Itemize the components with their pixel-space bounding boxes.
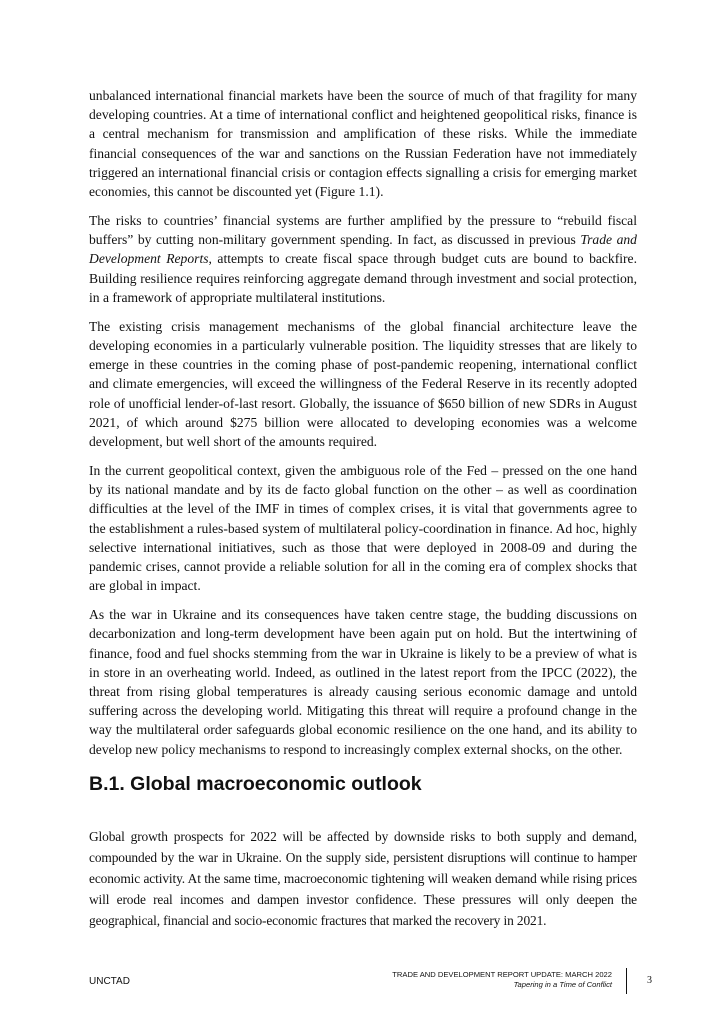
footer-report-subtitle: Tapering in a Time of Conflict <box>513 980 612 989</box>
paragraph-crisis-management: The existing crisis management mechanisms of the global financial architecture leave the developing economies in a particularly vulnerable position. The liquidity stresses that are likely to emerge in these countries in the coming phase of post-pandemic reopening, international conflict and climate emergencies, will exceed the willingness of the Federal Reserve in its recently adopted role of unofficial lender-of-last resort. Globally, the issuance of $650 billion of new SDRs in August 2021, of which around $275 billion were allocated to developing economies was a welcome development, but well short of the amounts required. <box>89 318 637 450</box>
paragraph-geopolitical-context: In the current geopolitical context, given the ambiguous role of the Fed – pressed on the one hand by its national mandate and by its de facto global function on the other – as well as coordination difficulties at the level of the IMF in times of complex crises, it is vital that governments agree to the establishment a rules-based system of multilateral policy-coordination in finance. Ad hoc, highly selective international initiatives, such as those that were deployed in 2008-09 and during the pandemic crises, cannot provide a reliable solution for all in the coming era of complex shocks that are global in impact. <box>89 463 637 594</box>
footer-report-info <box>392 970 612 990</box>
paragraph-fiscal-buffers <box>89 211 637 307</box>
paragraph-war-in-ukraine: As the war in Ukraine and its consequences have taken centre stage, the budding discussions on decarbonization and long-term development have been again put on hold. But the intertwining of finance, food and fuel shocks stemming from the war in Ukraine is likely to be a preview of what is in store in an overheating world. Indeed, as outlined in the latest report from the IPCC (2022), the threat from rising global temperatures is already causing serious economic damage and untold suffering across the developing world. Mitigating this threat will require a profound change in the way the multilateral order safeguards global economic resilience on the one hand, and its ability to develop new policy mechanisms to respond to increasingly complex external shocks, on the other. <box>89 607 637 757</box>
footer-divider <box>626 968 627 994</box>
report-series-title: Trade and Development Reports <box>89 232 637 267</box>
footer-organization: UNCTAD <box>89 976 130 987</box>
body-text <box>89 86 637 769</box>
paragraph-fiscal-buffers-text-start: The risks to countries’ financial systems are further amplified by the pressure to “rebuild fiscal buffers” by cutting non-military government spending. In fact, as discussed in previous <box>89 213 637 248</box>
paragraph-growth-prospects: Global growth prospects for 2022 will be affected by downside risks to both supply and demand, compounded by the war in Ukraine. On the supply side, persistent disruptions will continue to hamper economic activity. At the same time, macroeconomic tightening will weaken demand while rising prices will erode real incomes and dampen investor confidence. These pressures will only deepen the geographical, financial and socio-economic fractures that marked the recovery in 2021. <box>89 829 637 928</box>
footer-report-title: TRADE AND DEVELOPMENT REPORT UPDATE: MARCH 2022 <box>392 970 612 979</box>
section-heading: B.1. Global macroeconomic outlook <box>89 773 422 795</box>
page-number: 3 <box>647 975 652 986</box>
paragraph-fiscal-buffers-text-end: , attempts to create fiscal space through budget cuts are bound to backfire. Building resilience requires reinforcing aggregate demand through investment and social protection, in a framework of appropriate multilateral institutions. <box>89 251 637 305</box>
paragraph-financial-fragility: unbalanced international financial markets have been the source of much of that fragility for many developing countries. At a time of international conflict and heightened geopolitical risks, finance is a central mechanism for transmission and amplification of these risks. While the immediate financial consequences of the war and sanctions on the Russian Federation have not immediately triggered an international financial crisis or contagion effects signalling a crisis for emerging market economies, this cannot be discounted yet (Figure 1.1). <box>89 88 637 200</box>
